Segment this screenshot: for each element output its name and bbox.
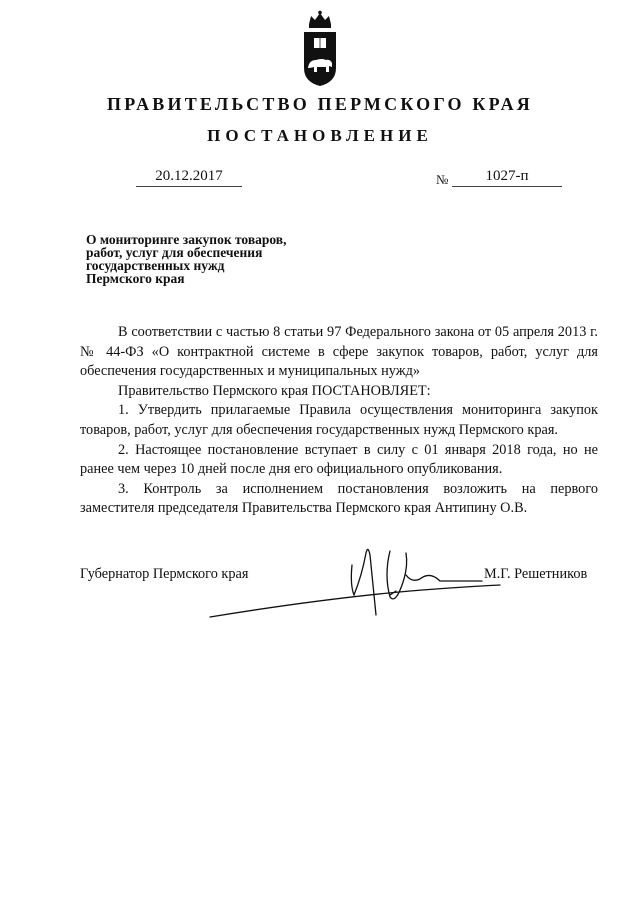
item-paragraph: 1. Утвердить прилагаемые Правила осуществления мониторинга закупок товаров, работ, услуг для обеспечения государственных нужд Пермского края. — [80, 402, 598, 438]
subject-line: государственных нужд — [86, 258, 225, 273]
preamble-paragraph: В соответствии с частью 8 статьи 97 Федерального закона от 05 апреля 2013 г. № 44-ФЗ «О контрактной системе в сфере закупок товаров, работ, услуг для обеспечения государственных и муниципальных нужд» — [80, 324, 598, 380]
signer-position: Губернатор Пермского края — [80, 566, 249, 582]
government-title: ПРАВИТЕЛЬСТВО ПЕРМСКОГО КРАЯ — [107, 94, 533, 114]
decree-paragraph: Правительство Пермского края ПОСТАНОВЛЯЕТ: — [118, 382, 431, 399]
document-subject — [86, 233, 326, 285]
number-sign: № — [436, 172, 449, 187]
handwritten-signature — [200, 535, 530, 625]
document-date: 20.12.2017 — [136, 166, 242, 187]
subject-line: Пермского края — [86, 271, 185, 286]
subject-line: О мониторинге закупок товаров, — [86, 232, 287, 247]
subject-line: работ, услуг для обеспечения — [86, 245, 263, 260]
signer-name: М.Г. Решетников — [484, 566, 588, 582]
document-number: 1027-п — [452, 166, 562, 187]
item-paragraph: 3. Контроль за исполнением постановления возложить на первого заместителя председателя Правительства Пермского края Антипину О.В. — [80, 480, 598, 517]
document-body — [80, 323, 598, 519]
item-paragraph: 2. Настоящее постановление вступает в силу с 01 января 2018 года, но не ранее чем через 10 дней после дня его официального опубликования. — [80, 441, 598, 478]
document-type: ПОСТАНОВЛЕНИЕ — [207, 126, 433, 145]
coat-of-arms-icon — [300, 10, 340, 88]
